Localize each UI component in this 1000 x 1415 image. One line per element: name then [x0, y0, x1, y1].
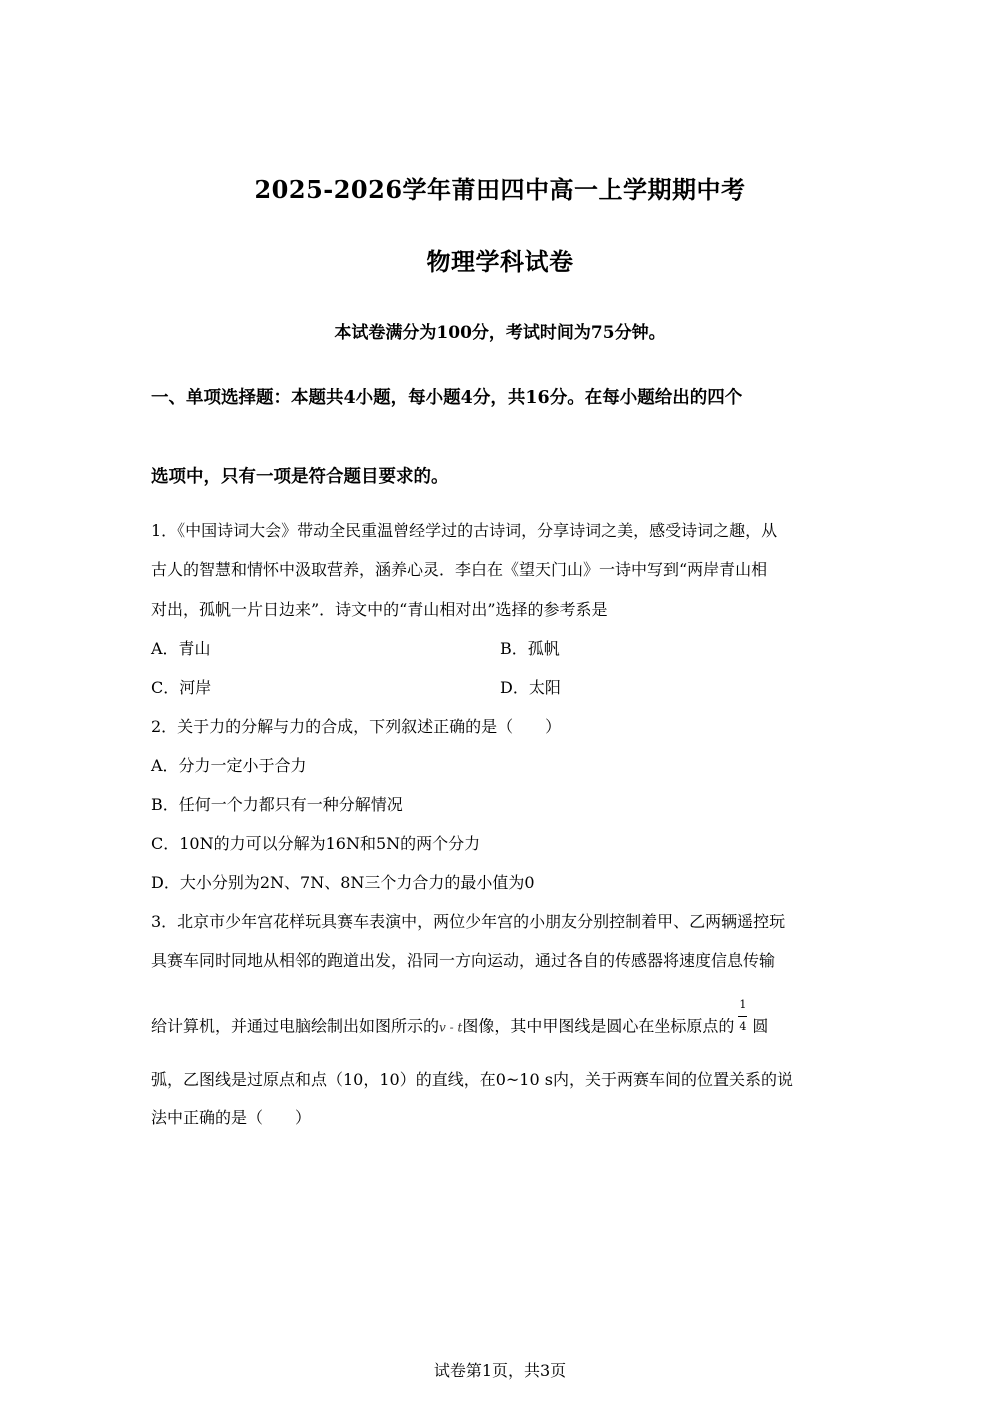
- exam-subject-title: 物理学科试卷: [426, 247, 574, 276]
- question-3-line3-text-a: 给计算机，并通过电脑绘制出如图所示的: [151, 1016, 440, 1036]
- question-3-line3-text-c: 圆: [752, 1016, 769, 1036]
- question-1-option-d: D．太阳: [500, 678, 561, 697]
- question-2-option-d: D．大小分别为2N、7N、8N三个力合力的最小值为0: [151, 873, 535, 892]
- fraction-bar: [738, 1016, 747, 1017]
- section-heading-line1: 一、单项选择题：本题共4小题，每小题4分，共16分。在每小题给出的四个: [151, 388, 743, 408]
- exam-note: 本试卷满分为100分，考试时间为75分钟。: [334, 323, 666, 343]
- question-3-line5: 法中正确的是（ ）: [151, 1108, 312, 1127]
- question-1-option-b: B．孤帆: [500, 639, 560, 658]
- section-heading-line2: 选项中，只有一项是符合题目要求的。: [151, 467, 449, 487]
- question-3-line3-text-b: 图像，其中甲图线是圆心在坐标原点的: [462, 1016, 735, 1036]
- exam-title: 2025-2026学年莆田四中高一上学期期中考: [254, 175, 746, 204]
- question-1-option-a: A．青山: [151, 639, 211, 658]
- question-1-option-c: C．河岸: [151, 678, 212, 697]
- question-2-stem: 2．关于力的分解与力的合成，下列叙述正确的是（ ）: [151, 717, 562, 736]
- question-1-line3: 对出，孤帆一片日边来”．诗文中的“青山相对出”选择的参考系是: [151, 600, 608, 619]
- question-1-line2: 古人的智慧和情怀中汲取营养，涵养心灵．李白在《望天门山》一诗中写到“两岸青山相: [151, 560, 768, 579]
- question-2-option-b: B．任何一个力都只有一种分解情况: [151, 795, 403, 814]
- fraction-denominator: 4: [739, 1020, 747, 1033]
- fraction-numerator: 1: [739, 998, 747, 1011]
- quarter-fraction: [736, 998, 750, 1042]
- question-3-line4: 弧，乙图线是过原点和点（10，10）的直线，在0~10 s内，关于两赛车间的位置关系的说: [151, 1070, 793, 1089]
- page-footer: 试卷第1页，共3页: [433, 1361, 567, 1380]
- question-3-line3: [151, 998, 851, 1042]
- question-2-option-a: A．分力一定小于合力: [151, 756, 307, 775]
- question-1-line1: 1．《中国诗词大会》带动全民重温曾经学过的古诗词，分享诗词之美，感受诗词之趣，从: [151, 521, 778, 540]
- question-3-line2: 具赛车同时同地从相邻的跑道出发，沿同一方向运动，通过各自的传感器将速度信息传输: [151, 951, 776, 970]
- vt-graph-symbol: v - t: [439, 1020, 463, 1035]
- question-2-option-c: C．10N的力可以分解为16N和5N的两个分力: [151, 834, 481, 853]
- question-3-line1: 3．北京市少年宫花样玩具赛车表演中，两位少年宫的小朋友分别控制着甲、乙两辆遥控玩: [151, 912, 786, 931]
